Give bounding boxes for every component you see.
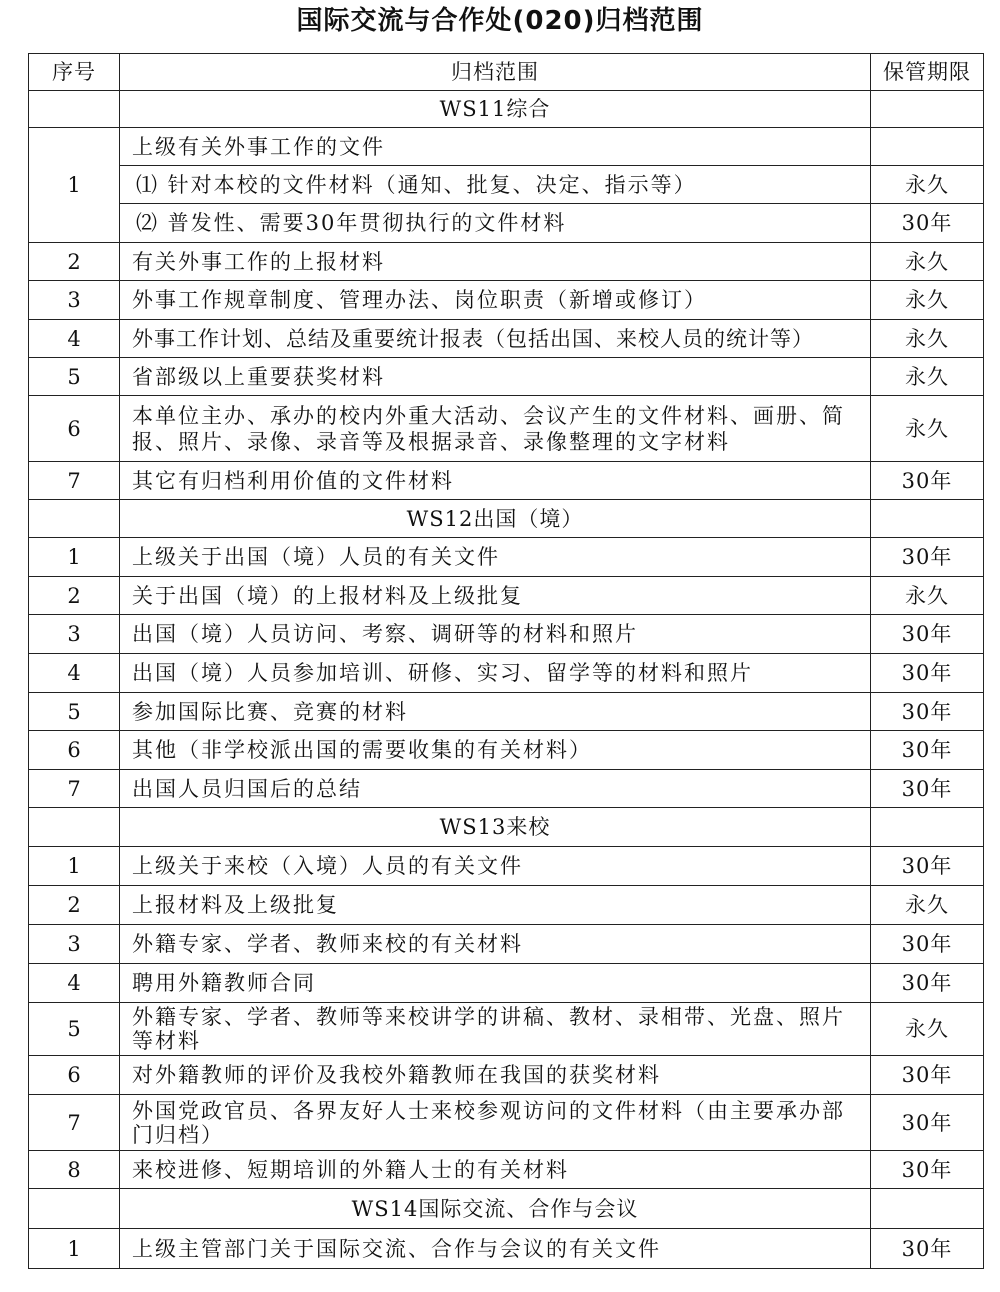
row-period: 30年 xyxy=(871,462,984,500)
row-number: 6 xyxy=(29,396,120,462)
table-row xyxy=(29,243,984,281)
row-period: 永久 xyxy=(871,243,984,281)
row-number: 4 xyxy=(29,320,120,358)
row-description: 外籍专家、学者、教师来校的有关材料 xyxy=(120,925,871,964)
row-period: 30年 xyxy=(871,204,984,243)
table-row xyxy=(29,577,984,615)
header-period: 保管期限 xyxy=(871,54,984,91)
section-period-cell xyxy=(871,91,984,128)
row-number: 5 xyxy=(29,1003,120,1056)
row-description: 外籍专家、学者、教师等来校讲学的讲稿、教材、录相带、光盘、照片等材料 xyxy=(120,1003,871,1056)
table-row xyxy=(29,693,984,731)
table-row xyxy=(29,1056,984,1095)
row-number: 4 xyxy=(29,654,120,693)
row-period: 30年 xyxy=(871,654,984,693)
table-row xyxy=(29,128,984,166)
row-period: 永久 xyxy=(871,166,984,204)
row-description: 参加国际比赛、竞赛的材料 xyxy=(120,693,871,731)
header-scope: 归档范围 xyxy=(120,54,871,91)
section-seq-cell xyxy=(29,500,120,538)
row-description: 有关外事工作的上报材料 xyxy=(120,243,871,281)
row-description: 来校进修、短期培训的外籍人士的有关材料 xyxy=(120,1151,871,1189)
section-title: WS13来校 xyxy=(120,808,871,847)
table-row xyxy=(29,654,984,693)
row-number: 5 xyxy=(29,358,120,396)
row-period: 永久 xyxy=(871,396,984,462)
row-number: 3 xyxy=(29,925,120,964)
section-seq-cell xyxy=(29,1189,120,1229)
table-row xyxy=(29,964,984,1003)
archive-scope-table xyxy=(28,53,984,1269)
row-number: 6 xyxy=(29,1056,120,1095)
section-period-cell xyxy=(871,500,984,538)
row-description: 聘用外籍教师合同 xyxy=(120,964,871,1003)
table-subrow xyxy=(29,166,984,204)
table-row xyxy=(29,462,984,500)
table-row xyxy=(29,538,984,577)
row-description: 外国党政官员、各界友好人士来校参观访问的文件材料（由主要承办部门归档） xyxy=(120,1095,871,1151)
row-period: 永久 xyxy=(871,1003,984,1056)
row-description: 上级有关外事工作的文件 xyxy=(120,128,871,166)
section-seq-cell xyxy=(29,808,120,847)
row-number: 5 xyxy=(29,693,120,731)
row-number: 7 xyxy=(29,1095,120,1151)
section-period-cell xyxy=(871,808,984,847)
row-description: 其它有归档利用价值的文件材料 xyxy=(120,462,871,500)
section-row xyxy=(29,1189,984,1229)
row-period: 30年 xyxy=(871,693,984,731)
row-period: 30年 xyxy=(871,1056,984,1095)
row-period: 永久 xyxy=(871,358,984,396)
row-period: 30年 xyxy=(871,964,984,1003)
page-title: 国际交流与合作处(020)归档范围 xyxy=(296,6,704,36)
section-title: WS11综合 xyxy=(120,91,871,128)
row-description: 对外籍教师的评价及我校外籍教师在我国的获奖材料 xyxy=(120,1056,871,1095)
row-period: 30年 xyxy=(871,847,984,886)
row-number: 2 xyxy=(29,886,120,925)
table-row xyxy=(29,358,984,396)
section-title: WS12出国（境） xyxy=(120,500,871,538)
row-number: 1 xyxy=(29,538,120,577)
table-row xyxy=(29,1229,984,1269)
row-period: 永久 xyxy=(871,320,984,358)
row-number: 2 xyxy=(29,577,120,615)
table-row xyxy=(29,886,984,925)
row-description: 关于出国（境）的上报材料及上级批复 xyxy=(120,577,871,615)
row-number: 7 xyxy=(29,462,120,500)
row-period: 30年 xyxy=(871,1151,984,1189)
table-row xyxy=(29,615,984,654)
row-description: 出国人员归国后的总结 xyxy=(120,770,871,808)
row-number: 3 xyxy=(29,281,120,320)
row-description: ⑵ 普发性、需要30年贯彻执行的文件材料 xyxy=(120,204,871,243)
row-description: 上报材料及上级批复 xyxy=(120,886,871,925)
table-row xyxy=(29,396,984,462)
row-period: 永久 xyxy=(871,281,984,320)
row-period: 永久 xyxy=(871,577,984,615)
table-row xyxy=(29,847,984,886)
table-subrow xyxy=(29,204,984,243)
row-number: 3 xyxy=(29,615,120,654)
row-period: 30年 xyxy=(871,1095,984,1151)
table-row xyxy=(29,925,984,964)
row-period: 30年 xyxy=(871,770,984,808)
section-seq-cell xyxy=(29,91,120,128)
row-number: 1 xyxy=(29,1229,120,1269)
row-description: 上级关于来校（入境）人员的有关文件 xyxy=(120,847,871,886)
row-number: 1 xyxy=(29,128,120,243)
table-row xyxy=(29,770,984,808)
table-row xyxy=(29,1151,984,1189)
section-row xyxy=(29,808,984,847)
row-description: ⑴ 针对本校的文件材料（通知、批复、决定、指示等） xyxy=(120,166,871,204)
table-row xyxy=(29,731,984,770)
row-period: 30年 xyxy=(871,925,984,964)
row-number: 1 xyxy=(29,847,120,886)
row-period: 30年 xyxy=(871,538,984,577)
table-row xyxy=(29,1095,984,1151)
row-description: 外事工作计划、总结及重要统计报表（包括出国、来校人员的统计等） xyxy=(120,320,871,358)
row-number: 6 xyxy=(29,731,120,770)
row-number: 7 xyxy=(29,770,120,808)
section-period-cell xyxy=(871,1189,984,1229)
row-description: 其他（非学校派出国的需要收集的有关材料） xyxy=(120,731,871,770)
row-period: 永久 xyxy=(871,886,984,925)
row-number: 2 xyxy=(29,243,120,281)
row-description: 省部级以上重要获奖材料 xyxy=(120,358,871,396)
table-row xyxy=(29,320,984,358)
section-row xyxy=(29,91,984,128)
row-period: 30年 xyxy=(871,1229,984,1269)
row-period: 30年 xyxy=(871,731,984,770)
section-row xyxy=(29,500,984,538)
table-row xyxy=(29,281,984,320)
table-row xyxy=(29,1003,984,1056)
header-seq: 序号 xyxy=(29,54,120,91)
row-description: 上级关于出国（境）人员的有关文件 xyxy=(120,538,871,577)
row-period: 30年 xyxy=(871,615,984,654)
header-row xyxy=(29,54,984,91)
row-description: 本单位主办、承办的校内外重大活动、会议产生的文件材料、画册、简报、照片、录像、录音等及根据录音、录像整理的文字材料 xyxy=(120,396,871,462)
row-description: 出国（境）人员参加培训、研修、实习、留学等的材料和照片 xyxy=(120,654,871,693)
row-description: 出国（境）人员访问、考察、调研等的材料和照片 xyxy=(120,615,871,654)
row-number: 4 xyxy=(29,964,120,1003)
row-description: 外事工作规章制度、管理办法、岗位职责（新增或修订） xyxy=(120,281,871,320)
row-period xyxy=(871,128,984,166)
row-description: 上级主管部门关于国际交流、合作与会议的有关文件 xyxy=(120,1229,871,1269)
row-number: 8 xyxy=(29,1151,120,1189)
section-title: WS14国际交流、合作与会议 xyxy=(120,1189,871,1229)
